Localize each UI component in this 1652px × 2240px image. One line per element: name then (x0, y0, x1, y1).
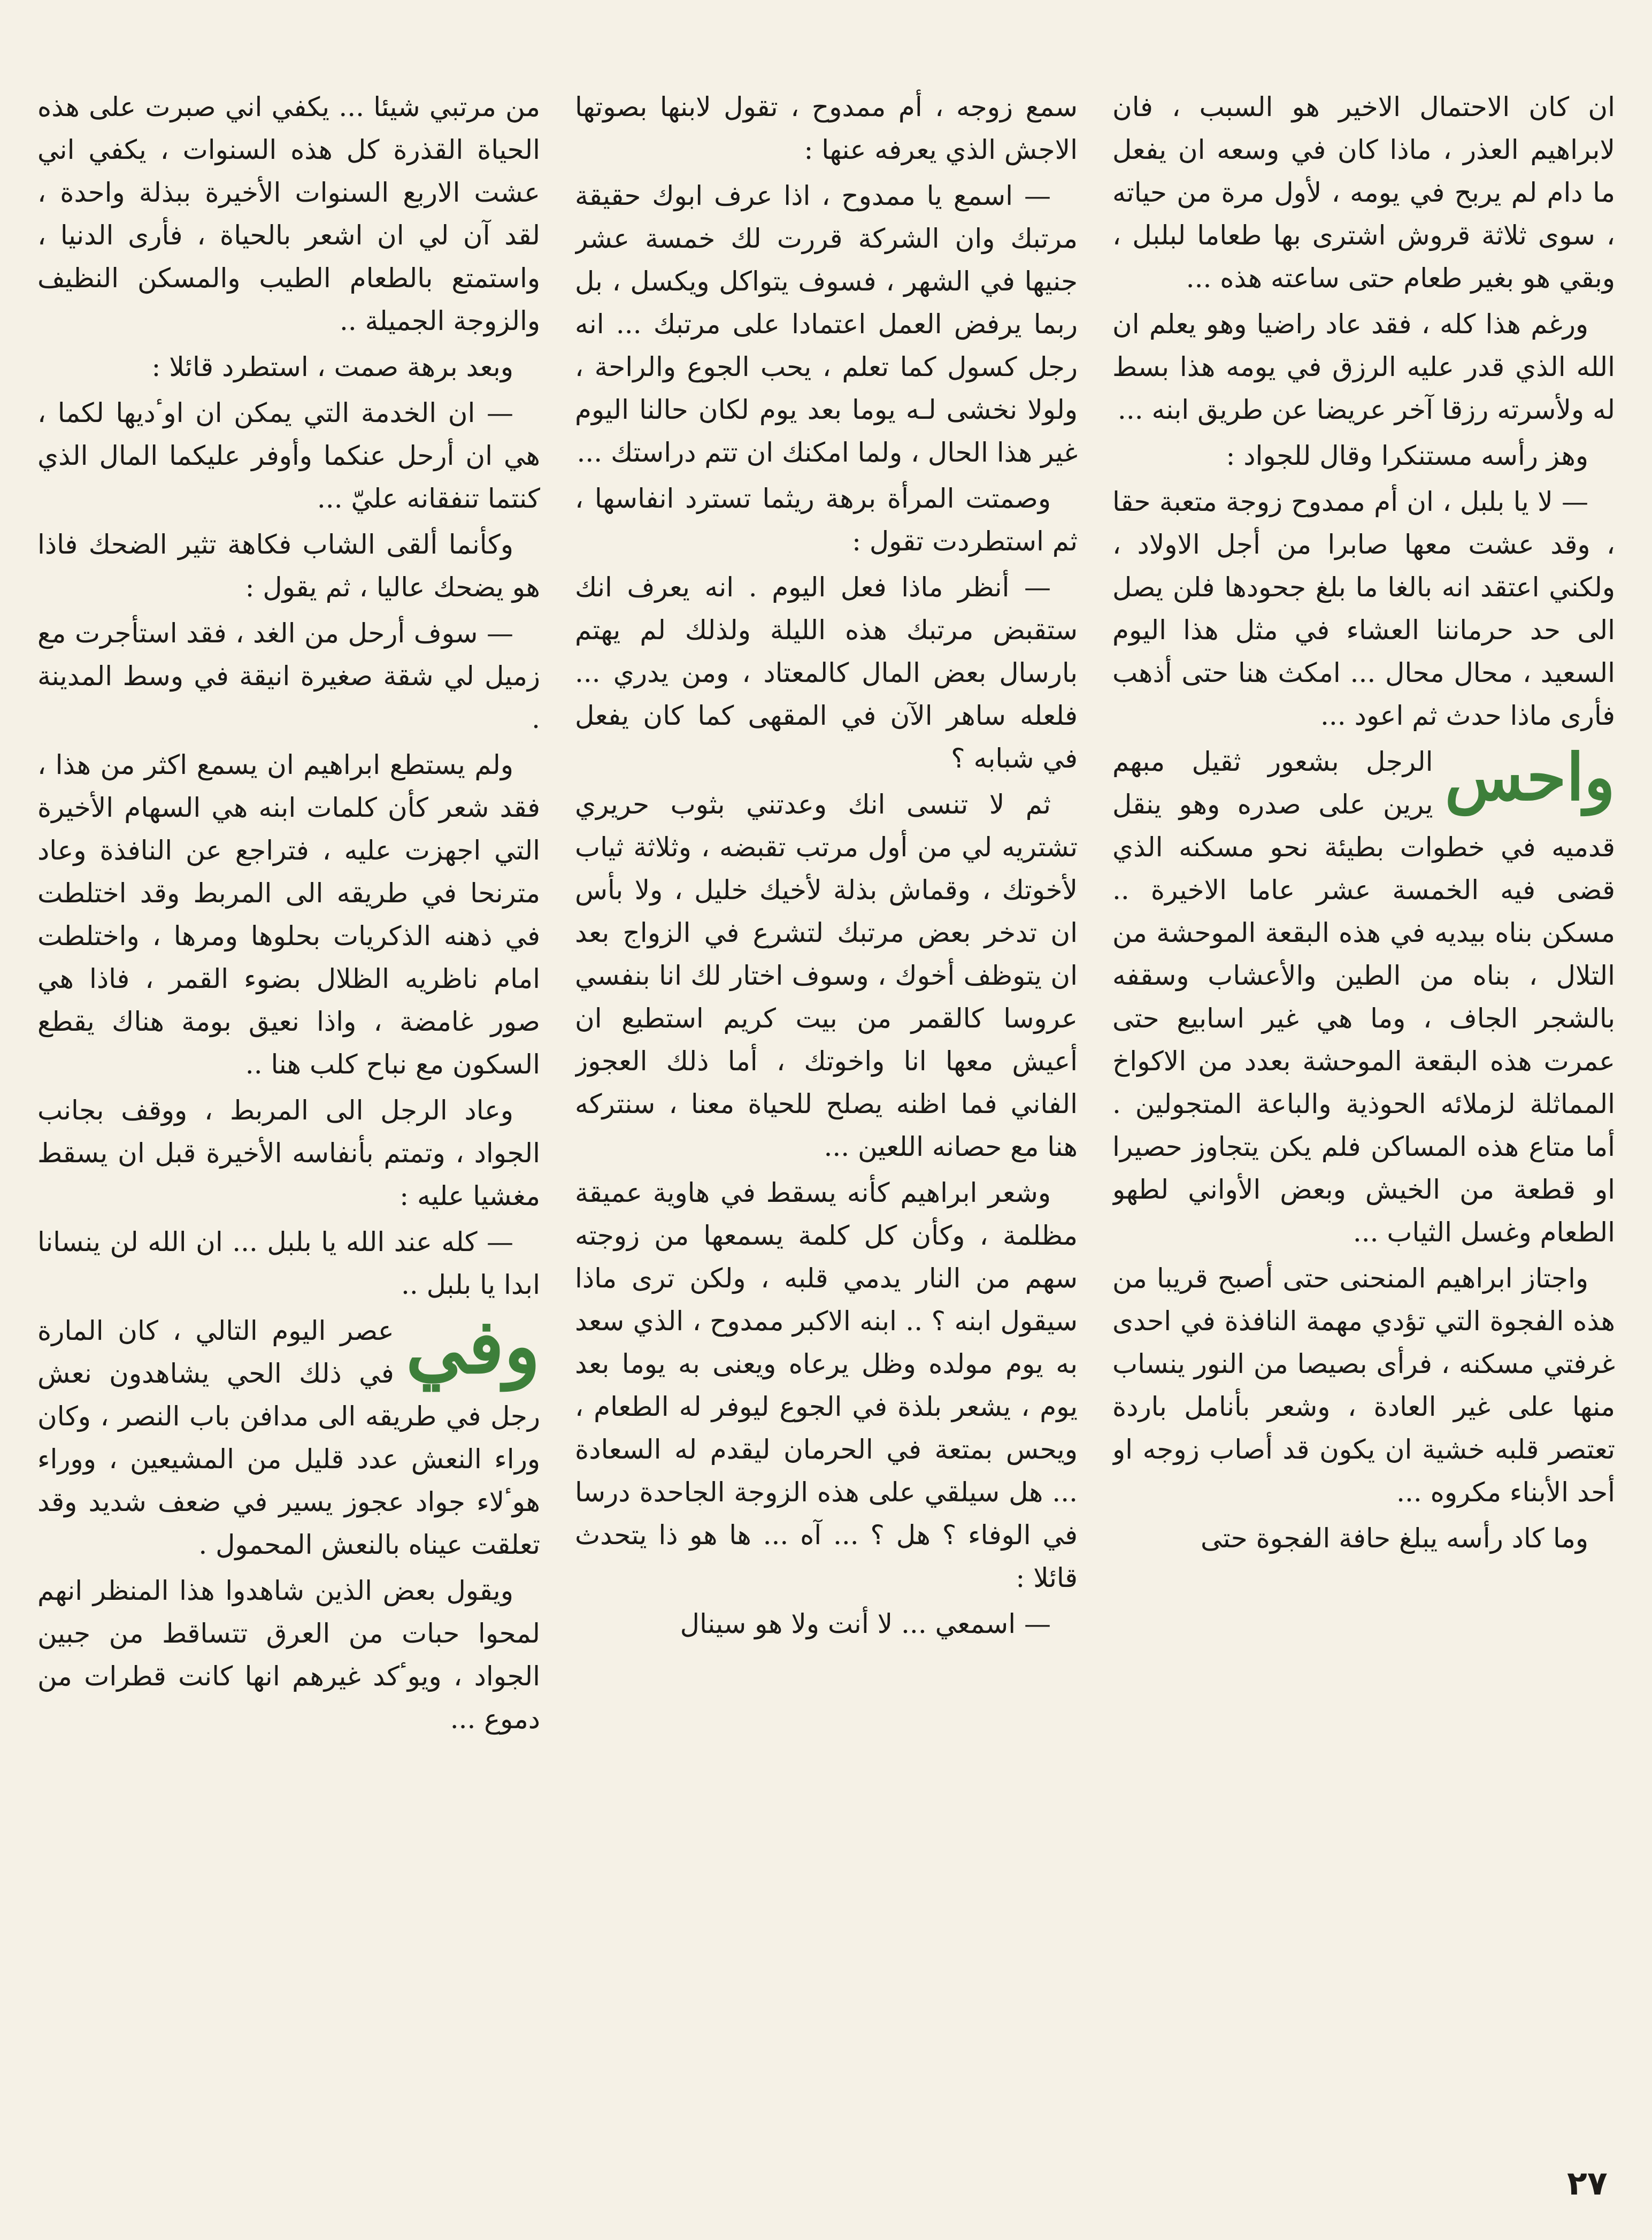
paragraph: — كله عند الله يا بلبل ... ان الله لن ينسانا ابدا يا بلبل .. (37, 1226, 540, 1300)
article-page (37, 86, 1615, 2145)
paragraph: — اسمع يا ممدوح ، اذا عرف ابوك حقيقة مرتبك وان الشركة قررت لك خمسة عشر جنيها في الشهر ، فسوف يتواكل ويكسل ، بل ربما يرفض العمل اعتمادا على مرتبك ... انه رجل كسول كما تعلم ، يحب الجوع والراحة ، ولولا نخشى لـه يوما بعد يوم لكان حالنا اليوم غير هذا الحال ، ولما امكنك ان تتم دراستك ... (575, 180, 1078, 468)
paragraph: ثم لا تنسى انك وعدتني بثوب حريري تشتريه لي من أول مرتب تقبضه ، وثلاثة ثياب لأخوتك ، وقماش بذلة لأخيك خليل ، ولا بأس ان تدخر بعض مرتبك لتشرع في الزواج بعد ان يتوظف أخوك ، وسوف اختار لك انا بنفسي عروسا كالقمر من بيت كريم استطيع ان أعيش معها انا واخوتك ، أما ذلك العجوز الفاني فما اظنه يصلح للحياة معنا ، سنتركه هنا مع حصانه اللعين ... (575, 789, 1078, 1162)
paragraph: — ان الخدمة التي يمكن ان اوٴديها لكما ، هي ان أرحل عنكما وأوفر عليكما المال الذي كنتما تنفقانه عليّ ... (37, 397, 540, 514)
dropcap-paragraph (1112, 740, 1615, 1254)
text-column-middle (575, 86, 1078, 2145)
paragraph: ان كان الاحتمال الاخير هو السبب ، فان لابراهيم العذر ، ماذا كان في وسعه ان يفعل ما دام لم يربح في يومه ، لأول مرة من حياته ، سوى ثلاثة قروش اشترى بها طعاما لبلبل ، وبقي هو بغير طعام حتى ساعته هذه ... (1112, 91, 1615, 294)
paragraph: ولم يستطع ابراهيم ان يسمع اكثر من هذا ، فقد شعر كأن كلمات ابنه هي السهام الأخيرة التي اجهزت عليه ، فتراجع عن النافذة وعاد مترنحا في طريقه الى المربط وقد اختلطت في ذهنه الذكريات بحلوها ومرها ، واختلطت امام ناظريه الظلال بضوء القمر ، فاذا هي صور غامضة ، واذا نعيق بومة هناك يقطع السكون مع نباح كلب هنا .. (37, 749, 540, 1080)
dropcap-word: واحس (1444, 740, 1615, 815)
paragraph: — لا يا بلبل ، ان أم ممدوح زوجة متعبة حقا ، وقد عشت معها صابرا من أجل الاولاد ، ولكني اعتقد انه بالغا ما بلغ جحودها فلن يصل الى حد حرماننا العشاء في مثل هذا اليوم السعيد ، محال محال ... امكث هنا حتى أذهب فأرى ماذا حدث ثم اعود ... (1112, 486, 1615, 731)
text-column-right (1112, 86, 1615, 2145)
dropcap-word: وفي (405, 1303, 540, 1391)
paragraph: وعاد الرجل الى المربط ، ووقف بجانب الجواد ، وتمتم بأنفاسه الأخيرة قبل ان يسقط مغشيا عليه : (37, 1095, 540, 1211)
paragraph: من مرتبي شيئا ... يكفي اني صبرت على هذه الحياة القذرة كل هذه السنوات ، يكفي اني عشت الاربع السنوات الأخيرة ببذلة واحدة ، لقد آن لي ان اشعر بالحياة ، فأرى الدنيا ، واستمتع بالطعام الطيب والمسكن النظيف والزوجة الجميلة .. (37, 91, 540, 336)
paragraph: وهز رأسه مستنكرا وقال للجواد : (1226, 440, 1588, 471)
paragraph: وكأنما ألقى الشاب فكاهة تثير الضحك فاذا هو يضحك عاليا ، ثم يقول : (37, 529, 540, 603)
dropcap-paragraph-text: الرجل بشعور ثقيل مبهم يرين على صدره وهو ينقل قدميه في خطوات بطيئة نحو مسكنه الذي قضى فيه الخمسة عشر عاما الاخيرة .. مسكن بناه بيديه في هذه البقعة الموحشة من التلال ، بناه من الطين والأعشاب وسقفه بالشجر الجاف ، وما هي غير اسابيع حتى عمرت هذه البقعة الموحشة بعدد من الاكواخ المماثلة لزملائه الحوذية والباعة المتجولين . أما متاع هذه المساكن فلم يكن يتجاوز حصيرا او قطعة من الخيش وبعض الأواني لطهو الطعام وغسل الثياب ... (1112, 746, 1615, 1248)
dropcap-paragraph (37, 1303, 540, 1566)
paragraph: وما كاد رأسه يبلغ حافة الفجوة حتى (1201, 1523, 1588, 1554)
paragraph: وبعد برهة صمت ، استطرد قائلا : (151, 351, 513, 382)
paragraph: ورغم هذا كله ، فقد عاد راضيا وهو يعلم ان الله الذي قدر عليه الرزق في يومه هذا بسط له ولأسرته رزقا آخر عريضا عن طريق ابنه ... (1112, 309, 1615, 425)
paragraph: ويقول بعض الذين شاهدوا هذا المنظر انهم لمحوا حبات من العرق تتساقط من جبين الجواد ، ويوٴكد غيرهم انها كانت قطرات من دموع ... (37, 1575, 540, 1735)
text-column-left (37, 86, 540, 2145)
page-number: ٢٧ (1567, 2164, 1608, 2203)
paragraph: واجتاز ابراهيم المنحنى حتى أصبح قريبا من هذه الفجوة التي تؤدي مهمة النافذة في احدى غرفتي مسكنه ، فرأى بصيصا من النور ينساب منها على غير العادة ، وشعر بأنامل باردة تعتصر قلبه خشية ان يكون قد أصاب زوجه او أحد الأبناء مكروه ... (1112, 1263, 1615, 1508)
paragraph: — أنظر ماذا فعل اليوم . انه يعرف انك ستقبض مرتبك هذه الليلة ولذلك لم يهتم بارسال بعض المال كالمعتاد ، ومن يدري ... فلعله ساهر الآن في المقهى كما كان يفعل في شبابه ؟ (575, 572, 1078, 774)
paragraph: — اسمعي ... لا أنت ولا هو سينال (680, 1608, 1051, 1639)
paragraph: وصمتت المرأة برهة ريثما تسترد انفاسها ، ثم استطردت تقول : (575, 483, 1078, 557)
paragraph: سمع زوجه ، أم ممدوح ، تقول لابنها بصوتها الاجش الذي يعرفه عنها : (575, 91, 1078, 165)
paragraph: — سوف أرحل من الغد ، فقد استأجرت مع زميل لي شقة صغيرة انيقة في وسط المدينة . (37, 618, 540, 734)
paragraph: وشعر ابراهيم كأنه يسقط في هاوية عميقة مظلمة ، وكأن كل كلمة يسمعها من زوجته سهم من النار يدمي قلبه ، ولكن ترى ماذا سيقول ابنه ؟ .. ابنه الاكبر ممدوح ، الذي سعد به يوم مولده وظل يرعاه ويعنى به يوما بعد يوم ، يشعر بلذة في الجوع ليوفر له الطعام ، ويحس بمتعة في الحرمان ليقدم له السعادة ... هل سيلقي على هذه الزوجة الجاحدة درسا في الوفاء ؟ هل ؟ ... آه ... ها هو ذا يتحدث قائلا : (575, 1177, 1078, 1593)
dropcap-paragraph-text: عصر اليوم التالي ، كان المارة في ذلك الحي يشاهدون نعش رجل في طريقه الى مدافن باب النصر ، وكان وراء النعش عدد قليل من المشيعين ، ووراء هوٴلاء جواد عجوز يسير في ضعف شديد وقد تعلقت عيناه بالنعش المحمول . (37, 1315, 540, 1560)
